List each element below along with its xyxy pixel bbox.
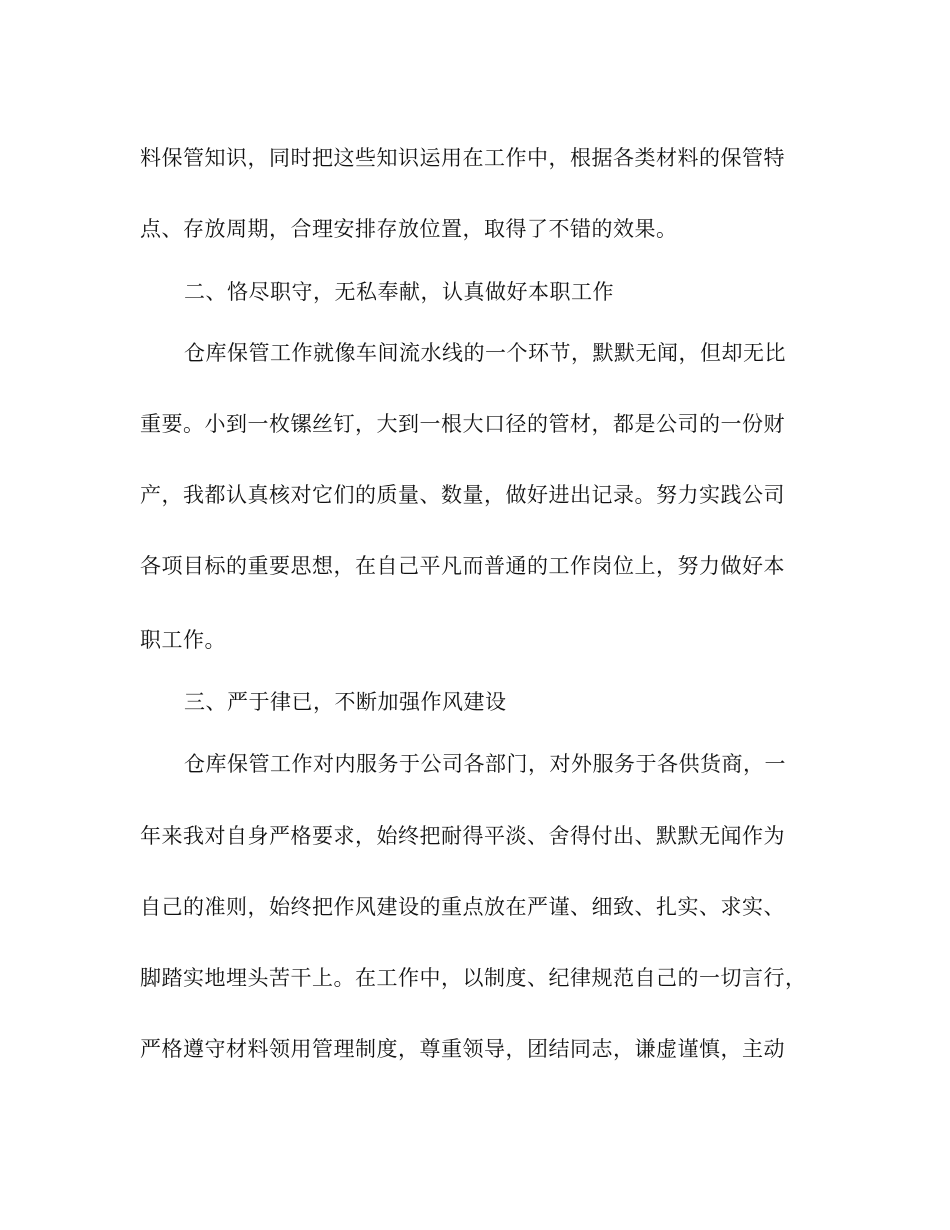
body-text-line: 脚踏实地埋头苦干上。在工作中，以制度、纪律规范自己的一切言行， bbox=[140, 966, 807, 990]
body-text-line: 严格遵守材料领用管理制度，尊重领导，团结同志，谦虚谨慎，主动 bbox=[140, 1037, 785, 1061]
paragraph-start-line: 仓库保管工作对内服务于公司各部门，对外服务于各供货商，一 bbox=[184, 752, 786, 776]
body-text-line: 料保管知识，同时把这些知识运用在工作中，根据各类材料的保管特 bbox=[140, 146, 785, 170]
body-text-line: 自己的准则，始终把作风建设的重点放在严谨、细致、扎实、求实、 bbox=[140, 895, 785, 919]
body-text-line: 各项目标的重要思想，在自己平凡而普通的工作岗位上，努力做好本 bbox=[140, 554, 785, 578]
body-text-line: 产，我都认真核对它们的质量、数量，做好进出记录。努力实践公司 bbox=[140, 483, 785, 507]
body-text-line: 点、存放周期，合理安排存放位置，取得了不错的效果。 bbox=[140, 217, 678, 241]
body-text-line: 年来我对自身严格要求，始终把耐得平淡、舍得付出、默默无闻作为 bbox=[140, 824, 785, 848]
body-text-line: 职工作。 bbox=[140, 628, 226, 652]
section-heading-2: 二、恪尽职守，无私奉献，认真做好本职工作 bbox=[184, 280, 614, 304]
paragraph-start-line: 仓库保管工作就像车间流水线的一个环节，默默无闻，但却无比 bbox=[184, 341, 786, 365]
section-heading-3: 三、严于律已，不断加强作风建设 bbox=[184, 690, 507, 714]
body-text-line: 重要。小到一枚镙丝钉，大到一根大口径的管材，都是公司的一份财 bbox=[140, 412, 785, 436]
